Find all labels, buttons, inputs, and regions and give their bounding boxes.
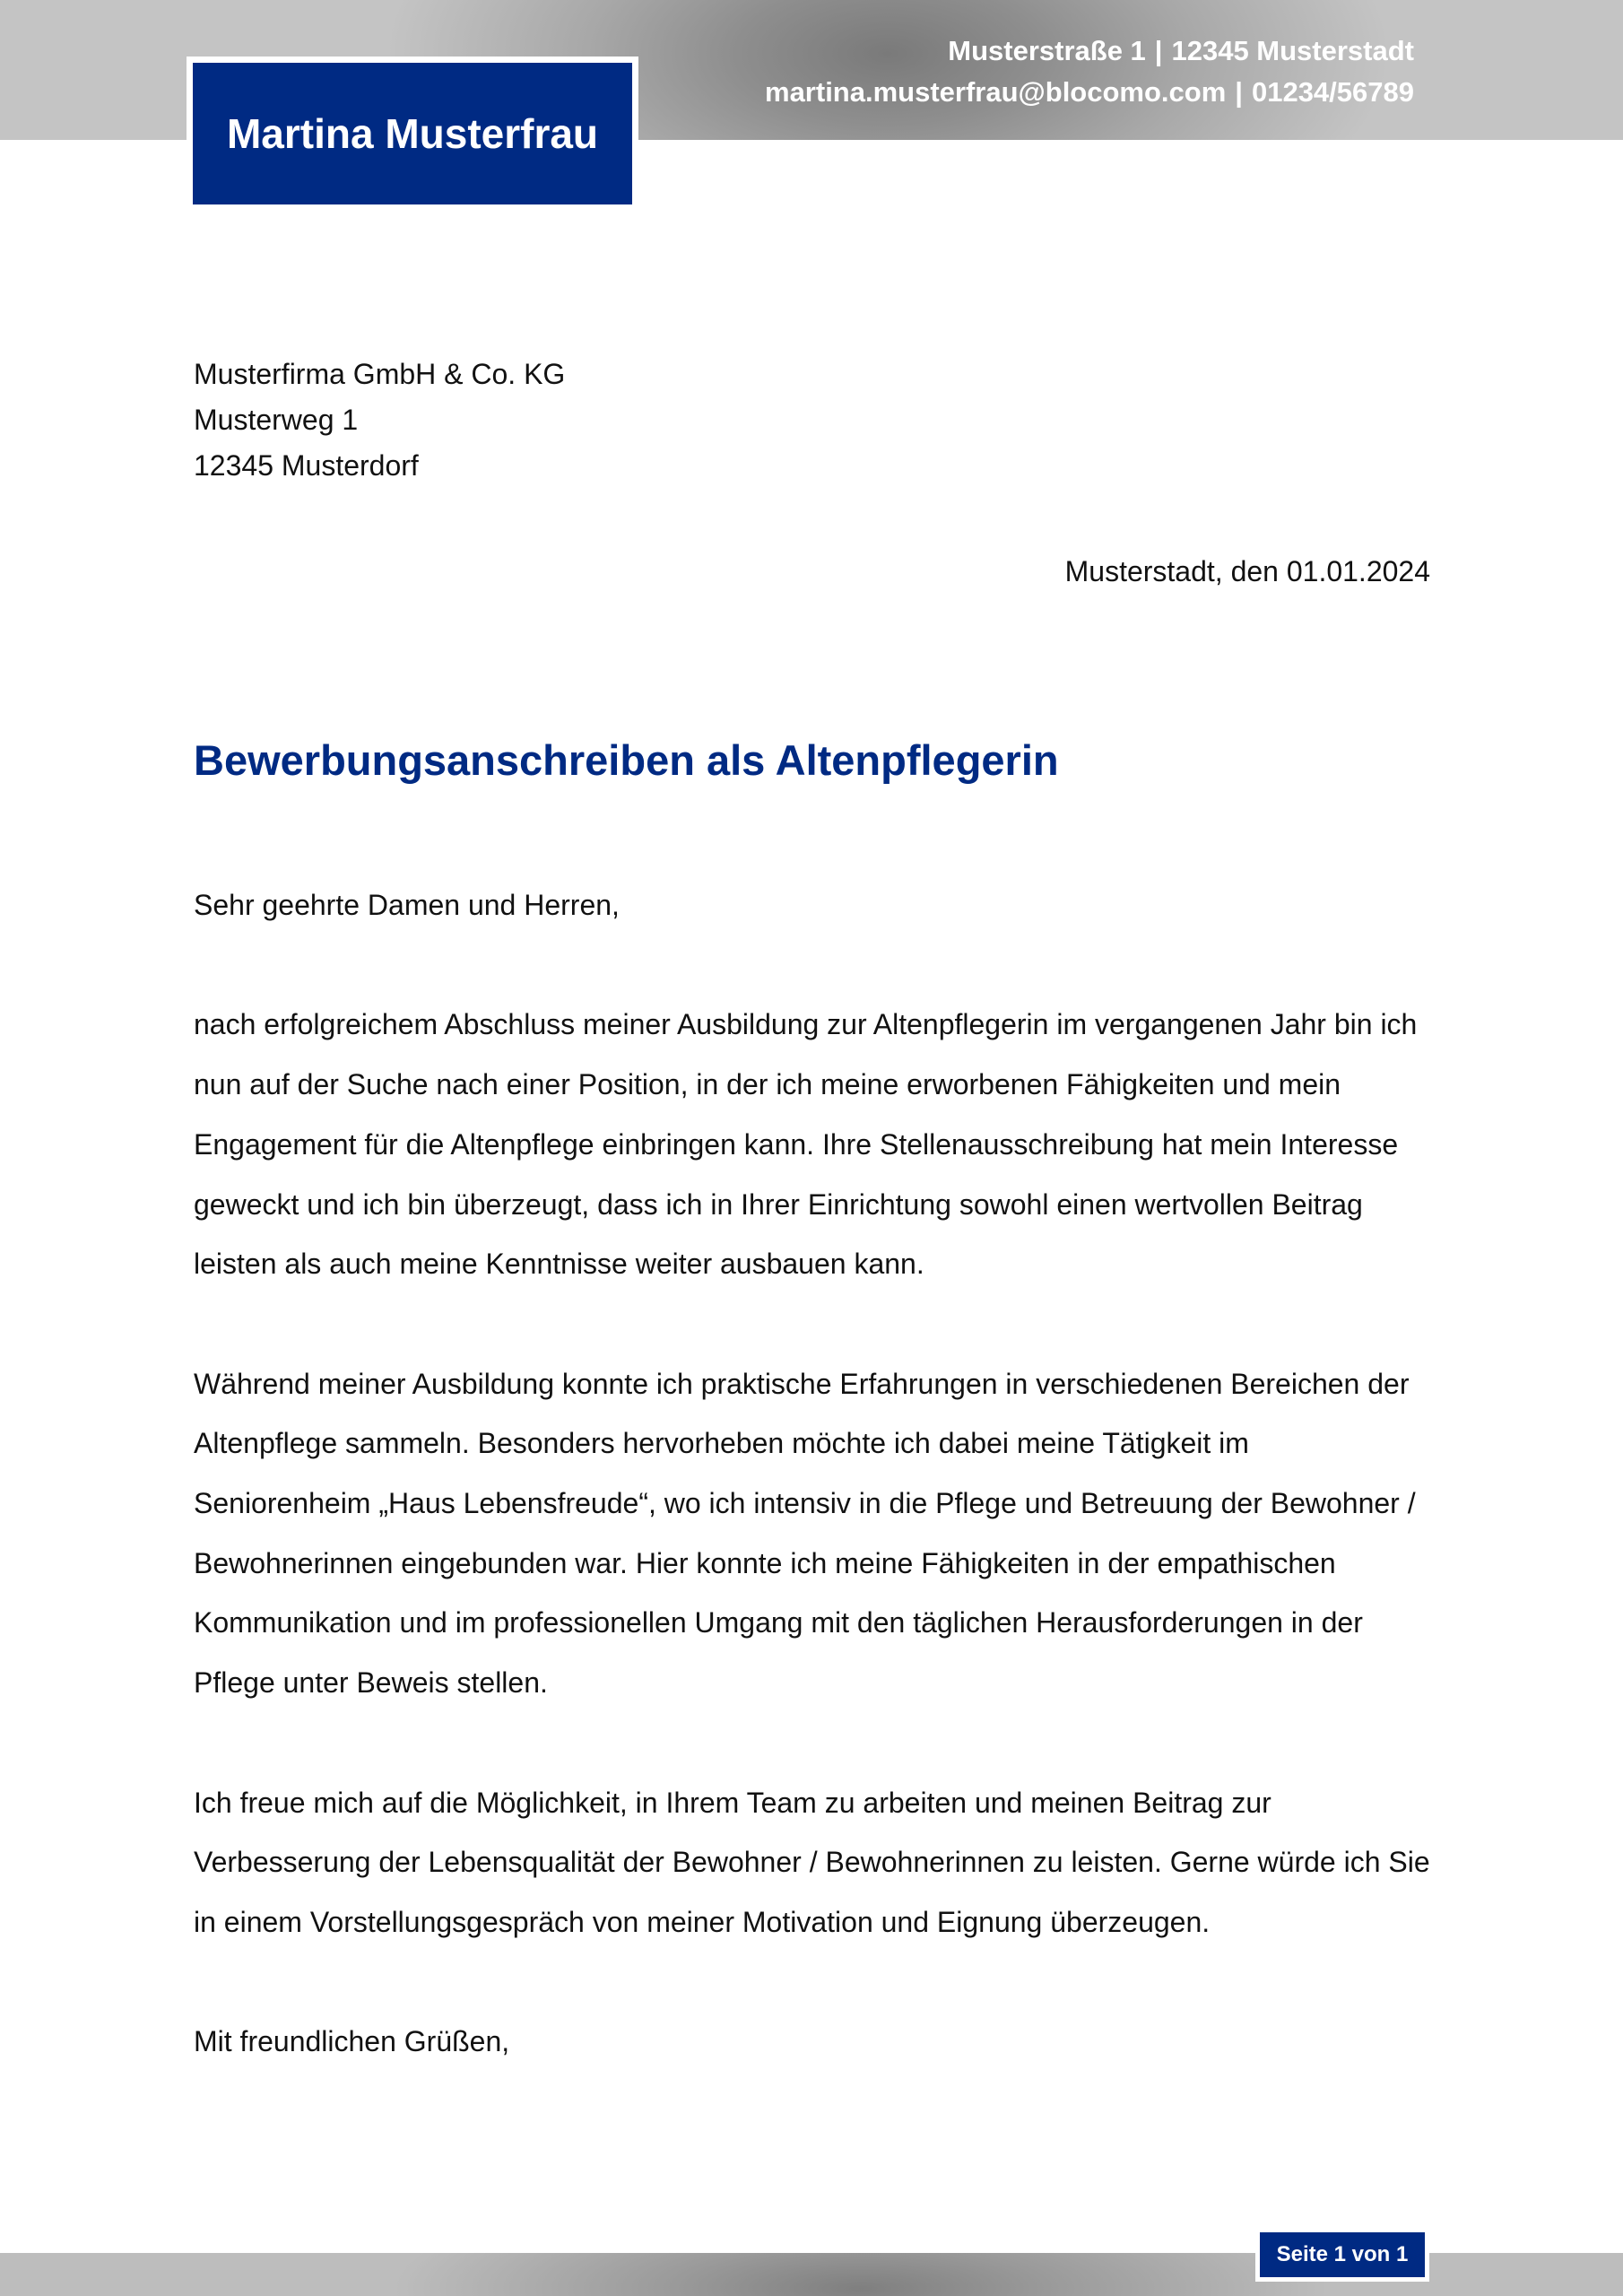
- salutation: Sehr geehrte Damen und Herren,: [194, 889, 620, 921]
- sender-city: 12345 Musterstadt: [1171, 35, 1414, 66]
- letter-date: Musterstadt, den 01.01.2024: [1064, 555, 1430, 587]
- sender-street: Musterstraße 1: [948, 35, 1146, 66]
- sender-contact-line: [607, 72, 1414, 113]
- page-indicator: [1255, 2228, 1429, 2282]
- sender-name-box: [187, 57, 638, 211]
- paragraph-2: Während meiner Ausbildung konnte ich praktische Erfahrungen in verschiedenen Bereichen der Altenpflege sammeln. Besonders hervorheben möchte ich dabei meine Tätigkeit im Seniorenheim „Haus Lebensfreude“, wo ich intensiv in die Pflege und Betreuung der Bewohner / Bewohnerinnen eingebunden war. Hier konnte ich meine Fähigkeiten in der empathischen Kommunikation und im professionellen Umgang mit den täglichen Herausforderungen in der Pflege unter Beweis stellen.: [194, 1367, 1416, 1700]
- separator: |: [1235, 76, 1243, 108]
- sender-name: Martina Musterfrau: [193, 63, 632, 204]
- recipient-city: 12345 Musterdorf: [194, 449, 419, 482]
- recipient-street: Musterweg 1: [194, 404, 359, 436]
- closing: Mit freundlichen Grüßen,: [194, 2025, 510, 2058]
- page-number: Seite 1 von 1: [1260, 2232, 1425, 2277]
- sender-contact: [607, 30, 1414, 113]
- sender-phone: 01234/56789: [1251, 76, 1414, 108]
- sender-address-line: [607, 30, 1414, 72]
- paragraph-1: nach erfolgreichem Abschluss meiner Ausbildung zur Altenpflegerin im vergangenen Jahr bin ich nun auf der Suche nach einer Position, in der ich meine erworbenen Fähigkeiten und mein Engagement für die Altenpflege einbringen kann. Ihre Stellenausschreibung hat mein Interesse geweckt und ich bin überzeugt, dass ich in Ihrer Einrichtung sowohl einen wertvollen Beitrag leisten als auch meine Kenntnisse weiter ausbauen kann.: [194, 1008, 1418, 1281]
- recipient-address: [194, 352, 565, 489]
- letter-subject: Bewerbungsanschreiben als Altenpflegerin: [194, 736, 1059, 784]
- separator: |: [1154, 35, 1163, 66]
- sender-email: martina.musterfrau@blocomo.com: [765, 76, 1227, 108]
- recipient-company: Musterfirma GmbH & Co. KG: [194, 358, 566, 390]
- letter-body: [194, 875, 1431, 2132]
- paragraph-3: Ich freue mich auf die Möglichkeit, in Ihrem Team zu arbeiten und meinen Beitrag zur Verbesserung der Lebensqualität der Bewohner / Bewohnerinnen zu leisten. Gerne würde ich Sie in einem Vorstellungsgespräch von meiner Motivation und Eignung überzeugen.: [194, 1786, 1430, 1938]
